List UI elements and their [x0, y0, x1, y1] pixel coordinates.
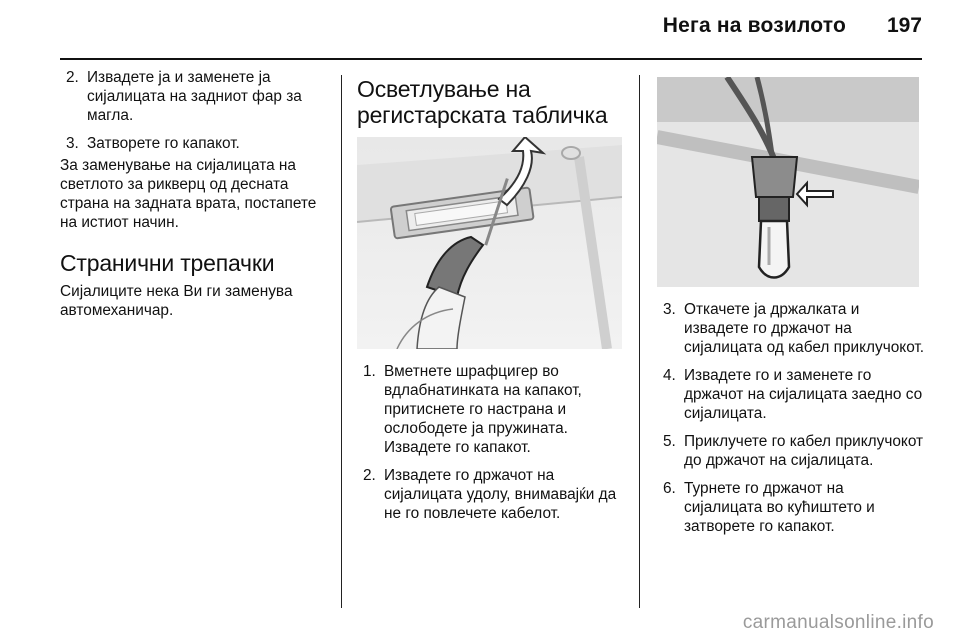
- page-number: 197: [886, 14, 922, 37]
- page-header: [60, 0, 922, 60]
- column-divider-1: [341, 75, 342, 608]
- list-item: 6. Турнете го држачот на сијалицата во кућиштето и затворете го капакот.: [663, 480, 875, 535]
- list-item: 1. Вметнете шрафцигер во вдлабнатинката на капакот, притиснете го настрана и ослободете ја пружината. Извадете го капакот.: [363, 363, 582, 456]
- step-list-col2: [357, 362, 625, 523]
- list-item: 3. Затворете го капакот.: [66, 135, 240, 152]
- header-rule: [60, 58, 922, 60]
- illustration-screwdriver: [357, 137, 622, 349]
- heading-side-indicators: Странични трепачки: [60, 250, 275, 276]
- bulb-holder-illustration: [657, 77, 919, 287]
- header-title: Нега на возилото: [662, 14, 846, 37]
- paragraph-side-indicators: Сијалиците нека Ви ги заменува автомеханичар.: [60, 283, 293, 319]
- column-1: [60, 68, 322, 330]
- screwdriver-illustration: [357, 137, 622, 349]
- list-item: 2. Извадете го држачот на сијалицата удолу, внимавајќи да не го повлечете кабелот.: [363, 467, 617, 522]
- list-item: 5. Приклучете го кабел приклучокот до држачот на сијалицата.: [663, 433, 924, 469]
- column-divider-2: [639, 75, 640, 608]
- watermark: carmanualsonline.info: [742, 612, 934, 633]
- column-2-steps: [357, 362, 625, 532]
- list-item: 3. Откачете ја држалката и извадете го држачот на сијалицата од кабел приклучокот.: [663, 301, 925, 356]
- list-item: 2. Извадете ја и заменете ја сијалицата на задниот фар за магла.: [66, 69, 302, 124]
- column-2: [357, 76, 625, 128]
- step-list-col1: [60, 68, 322, 153]
- paragraph-reverse-light: За заменување на сијалицата на светлото за рикверц од десната страна на задната врата, постапете на истиот начин.: [60, 157, 317, 231]
- list-item: 4. Извадете го и заменете го држачот на сијалицата заедно со сијалицата.: [663, 367, 923, 422]
- heading-plate-light: Осветлување на регистарската табличка: [357, 76, 608, 128]
- column-3-steps: [657, 300, 925, 545]
- illustration-bulb-holder: [657, 77, 919, 287]
- step-list-col3: [657, 300, 925, 536]
